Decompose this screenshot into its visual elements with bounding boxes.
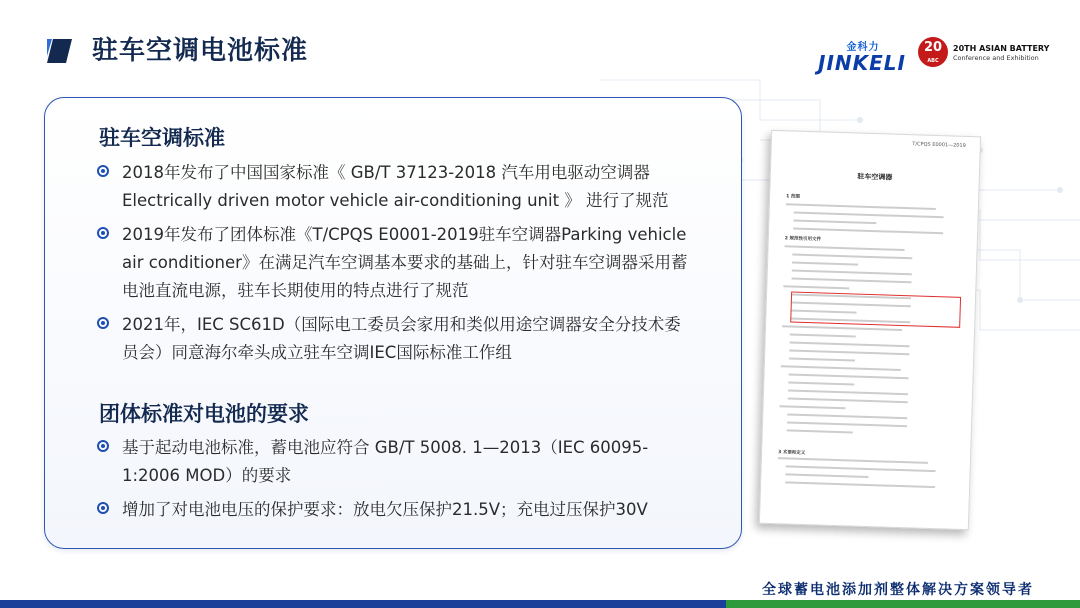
conference-title: 20TH ASIAN BATTERY xyxy=(953,44,1050,53)
document-text-line xyxy=(788,381,854,385)
bullet-icon xyxy=(97,317,109,329)
document-text-line xyxy=(787,421,907,427)
document-text-line xyxy=(782,325,902,331)
document-standard-number: T/CPQS E0001—2019 xyxy=(912,141,966,149)
footer-slogan: 全球蓄电池添加剂整体解决方案领导者 xyxy=(762,582,1034,598)
bullet-text: 增加了对电池电压的保护要求：放电欠压保护21.5V；充电过压保护30V xyxy=(122,500,648,519)
document-text-line xyxy=(792,254,912,260)
document-section-heading: 2 规范性引用文件 xyxy=(784,236,822,243)
list-item xyxy=(97,496,697,524)
document-text-line xyxy=(785,245,905,251)
document-text-line xyxy=(793,228,943,235)
bullet-icon xyxy=(97,227,109,239)
document-text-line xyxy=(789,349,909,355)
list-item xyxy=(97,159,697,215)
document-text-line xyxy=(780,405,846,409)
document-highlight-box xyxy=(790,292,961,328)
document-text-line xyxy=(785,473,868,478)
document-text-line xyxy=(788,397,908,403)
document-text-line xyxy=(788,389,908,395)
document-section-heading: 1 范围 xyxy=(786,194,800,200)
document-text-line xyxy=(787,429,853,433)
document-text-line xyxy=(793,220,876,225)
document-text-line xyxy=(789,357,855,361)
bullet-icon xyxy=(97,165,109,177)
document-text-line xyxy=(790,333,856,337)
document-text-line xyxy=(778,457,928,464)
document-text-line xyxy=(786,465,936,472)
document-text-line xyxy=(786,203,936,210)
bullet-text: 2019年发布了团体标准《T/CPQS E0001-2019驻车空调器Parking vehicle air conditioner》在满足汽车空调基本要求的基础上，针对驻车空调器采用蓄电池直流电源，驻车长期使用的特点进行了规范 xyxy=(122,225,688,300)
document-text-line xyxy=(783,285,849,289)
document-section-heading: 3 术语和定义 xyxy=(778,450,806,457)
document-text-line xyxy=(794,212,944,219)
list-item xyxy=(97,311,697,367)
bullet-icon xyxy=(97,440,109,452)
bullet-text: 2018年发布了中国国家标准《 GB/T 37123-2018 汽车用电驱动空调器 Electrically driven motor vehicle air-conditioning unit 》 进行了规范 xyxy=(122,163,669,210)
document-text-line xyxy=(787,413,907,419)
document-text-line xyxy=(792,262,858,266)
badge-text: ABC xyxy=(927,58,939,64)
page-title: 驻车空调电池标准 xyxy=(92,36,309,66)
footer-bar-blue xyxy=(0,600,726,608)
document-text-line xyxy=(790,341,910,347)
document-text-line xyxy=(781,365,901,371)
content-card xyxy=(44,97,742,549)
brand-name-en: JINKELI xyxy=(818,51,906,75)
section-title-parking-ac: 驻车空调标准 xyxy=(99,126,225,150)
title-logo-icon xyxy=(44,36,74,66)
badge-number: 20 xyxy=(923,40,943,55)
document-text-line xyxy=(792,278,912,284)
document-text-line xyxy=(789,373,909,379)
abc-badge-icon xyxy=(918,37,948,67)
bullet-text: 2021年，IEC SC61D（国际电工委员会家用和类似用途空调器安全分技术委员会）同意海尔牵头成立驻车空调IEC国际标准工作组 xyxy=(122,315,681,362)
document-text-line xyxy=(785,481,935,488)
list-item xyxy=(97,434,697,490)
document-text-line xyxy=(792,270,912,276)
conference-subtitle: Conference and Exhibition xyxy=(953,54,1039,62)
conference-logo xyxy=(953,44,1078,63)
brand-logo xyxy=(818,38,908,73)
section-title-battery-req: 团体标准对电池的要求 xyxy=(99,402,309,426)
standard-document-image xyxy=(759,130,981,530)
footer-bar-green xyxy=(726,600,1080,608)
bullet-icon xyxy=(97,502,109,514)
document-title: 驻车空调器 xyxy=(857,172,893,182)
bullet-text: 基于起动电池标准，蓄电池应符合 GB/T 5008. 1—2013（IEC 60095-1:2006 MOD）的要求 xyxy=(122,438,649,485)
brand-name-cn: 金科力 xyxy=(846,42,880,53)
list-item xyxy=(97,221,697,305)
